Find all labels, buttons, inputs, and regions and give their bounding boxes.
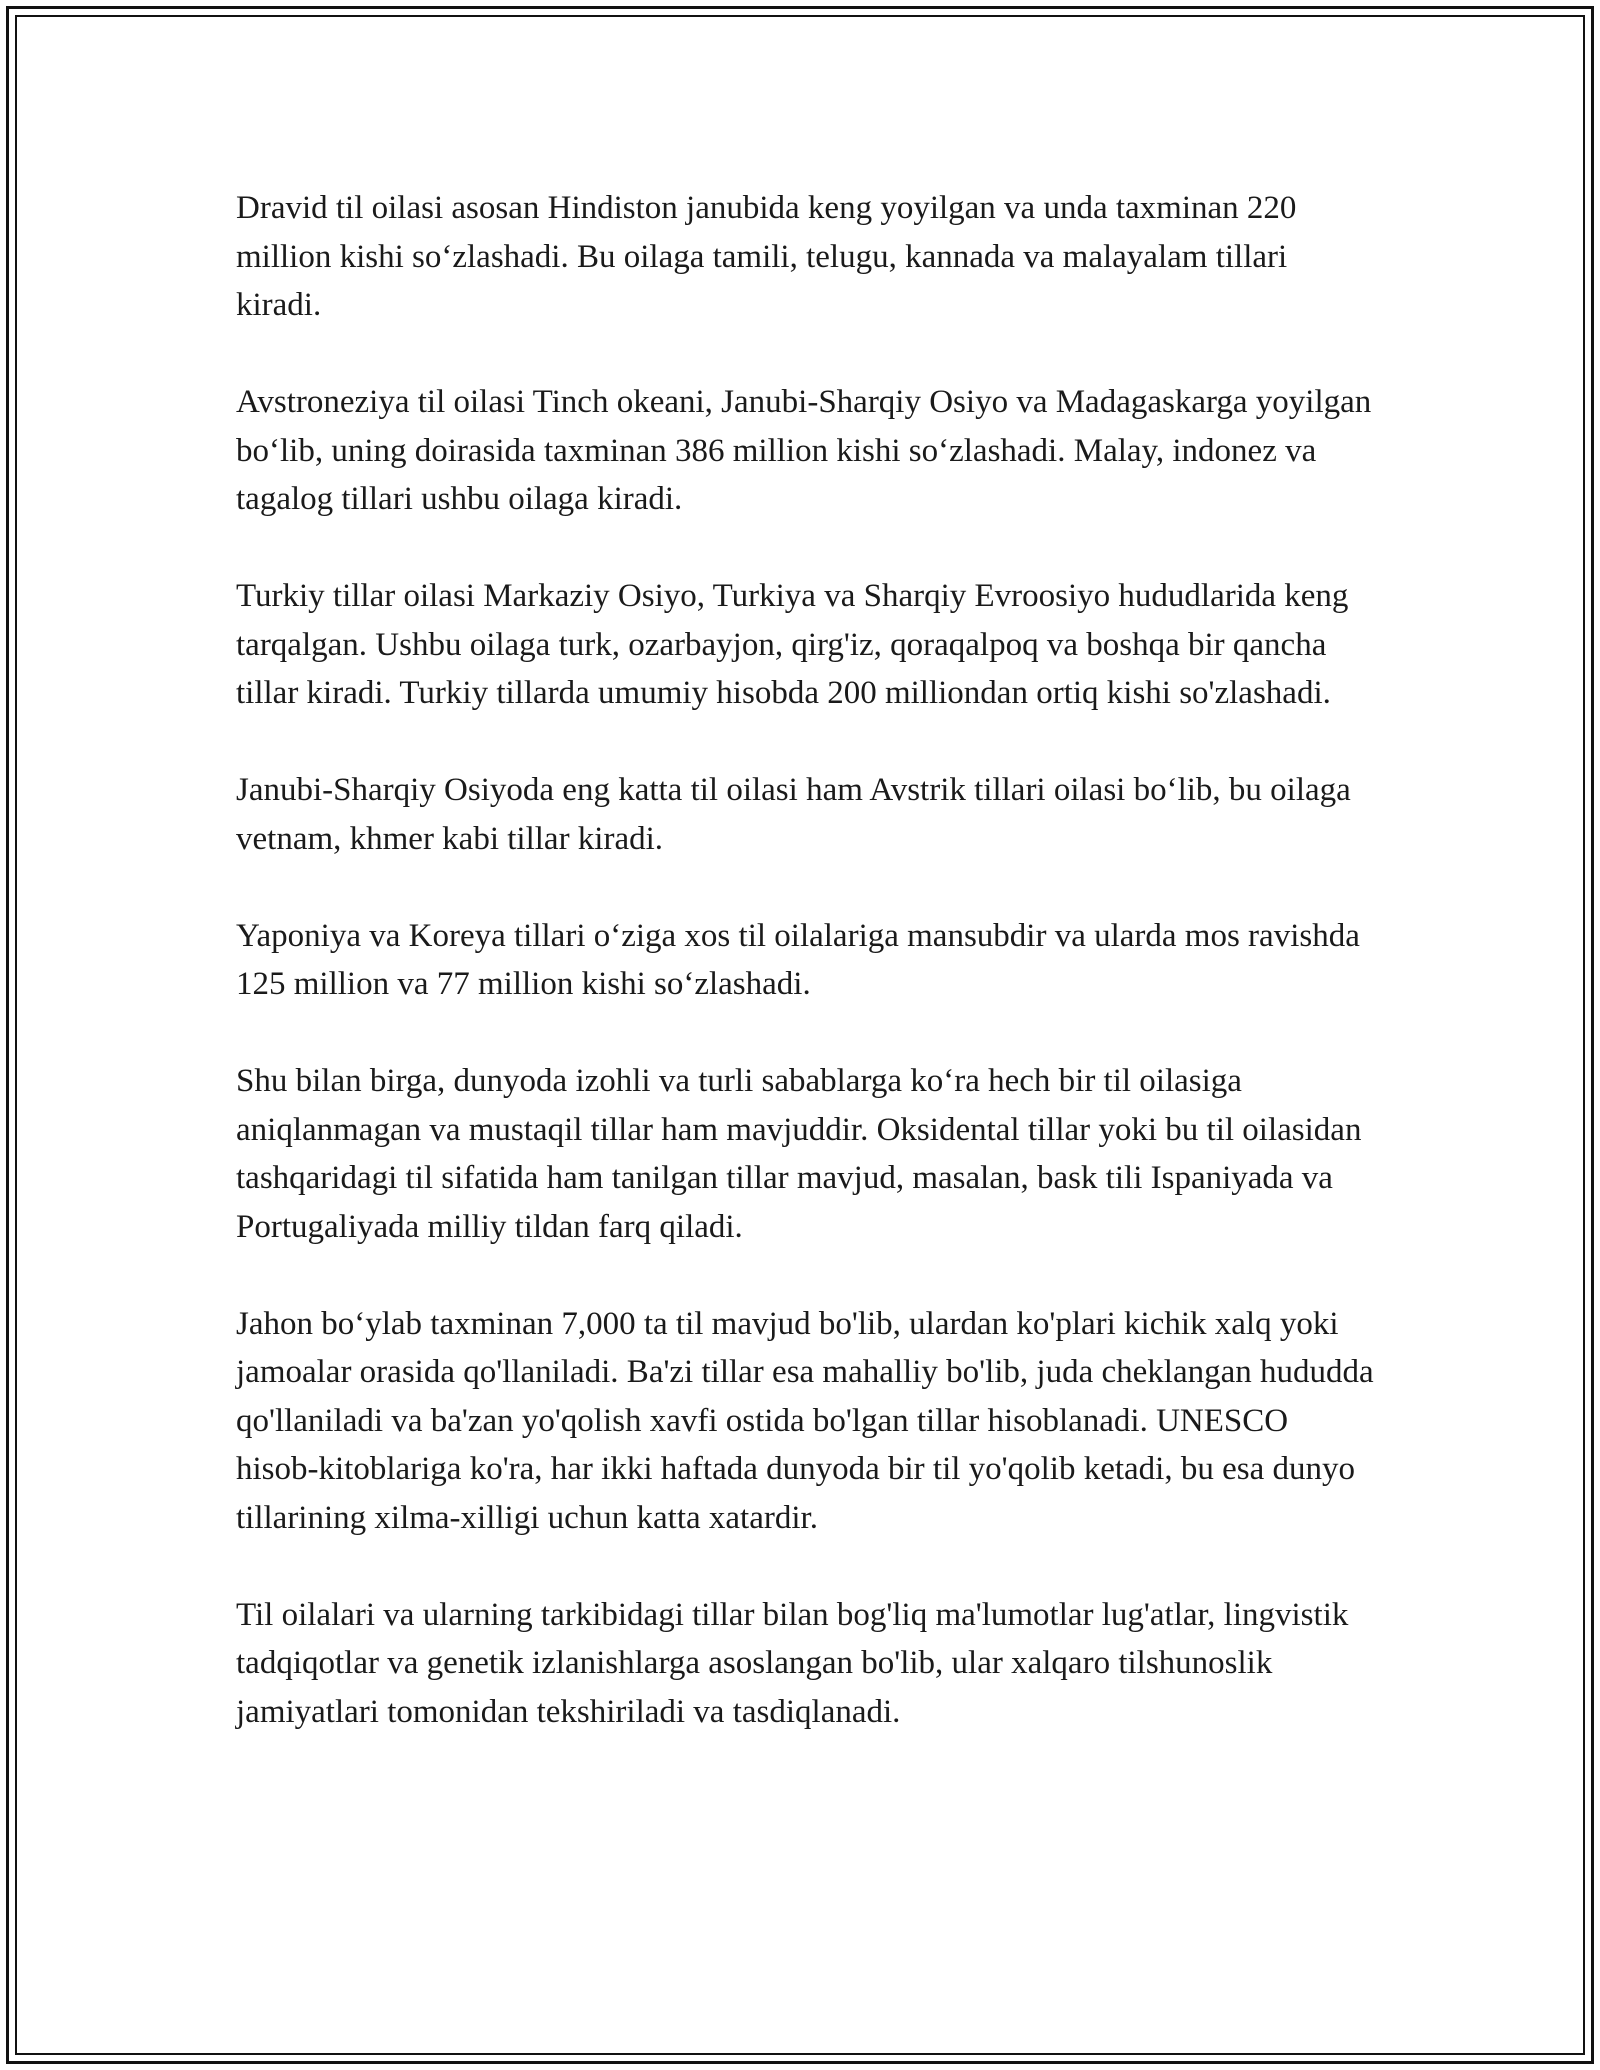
paragraph-turkic: Turkiy tillar oilasi Markaziy Osiyo, Turkiya va Sharqiy Evroosiyo hududlarida keng tarqalgan. Ushbu oilaga turk, ozarbayjon, qirg'iz, qoraqalpoq va boshqa bir qancha tillar kiradi. Turkiy tillarda umumiy hisobda 200 milliondan ortiq kishi so'zlashadi.: [236, 578, 1349, 711]
paragraph-austronesian: Avstroneziya til oilasi Tinch okeani, Janubi-Sharqiy Osiyo va Madagaskarga yoyilgan bo‘lib, uning doirasida taxminan 386 million kishi so‘zlashadi. Malay, indonez va tagalog tillari ushbu oilaga kiradi.: [236, 384, 1372, 517]
paragraph-austroasiatic: Janubi-Sharqiy Osiyoda eng katta til oilasi ham Avstrik tillari oilasi bo‘lib, bu oilaga vetnam, khmer kabi tillar kiradi.: [236, 772, 1351, 857]
paragraph-isolates: Shu bilan birga, dunyoda izohli va turli sabablarga ko‘ra hech bir til oilasiga aniqlanmagan va mustaqil tillar ham mavjuddir. Oksidental tillar yoki bu til oilasidan tashqaridagi til sifatida ham tanilgan tillar mavjud, masalan, bask tili Ispaniyada va Portugaliyada milliy tildan farq qiladi.: [236, 1063, 1362, 1245]
paragraph-research: Til oilalari va ularning tarkibidagi tillar bilan bog'liq ma'lumotlar lug'atlar, lingvistik tadqiqotlar va genetik izlanishlarga asoslangan bo'lib, ular xalqaro tilshunoslik jamiyatlari tomonidan tekshiriladi va tasdiqlanadi.: [236, 1596, 1349, 1730]
paragraph-world-languages: Jahon bo‘ylab taxminan 7,000 ta til mavjud bo'lib, ulardan ko'plari kichik xalq yoki jamoalar orasida qo'llaniladi. Ba'zi tillar esa mahalliy bo'lib, juda cheklangan hududda qo'llaniladi va ba'zan yo'qolish xavfi ostida bo'lgan tillar hisoblanadi. UNESCO hisob-kitoblariga ko'ra, har ikki haftada dunyoda bir til yo'qolib ketadi, bu esa dunyo tillarining xilma-xilligi uchun katta xatardir.: [236, 1305, 1374, 1536]
paragraph-dravid: Dravid til oilasi asosan Hindiston janubida keng yoyilgan va unda taxminan 220 million kishi so‘zlashadi. Bu oilaga tamili, telugu, kannada va malayalam tillari kiradi.: [236, 190, 1297, 323]
paragraph-japanese-korean: Yaponiya va Koreya tillari o‘ziga xos til oilalariga mansubdir va ularda mos ravishda 125 million va 77 million kishi so‘zlashadi.: [236, 917, 1360, 1002]
document-body: [236, 184, 1376, 1785]
